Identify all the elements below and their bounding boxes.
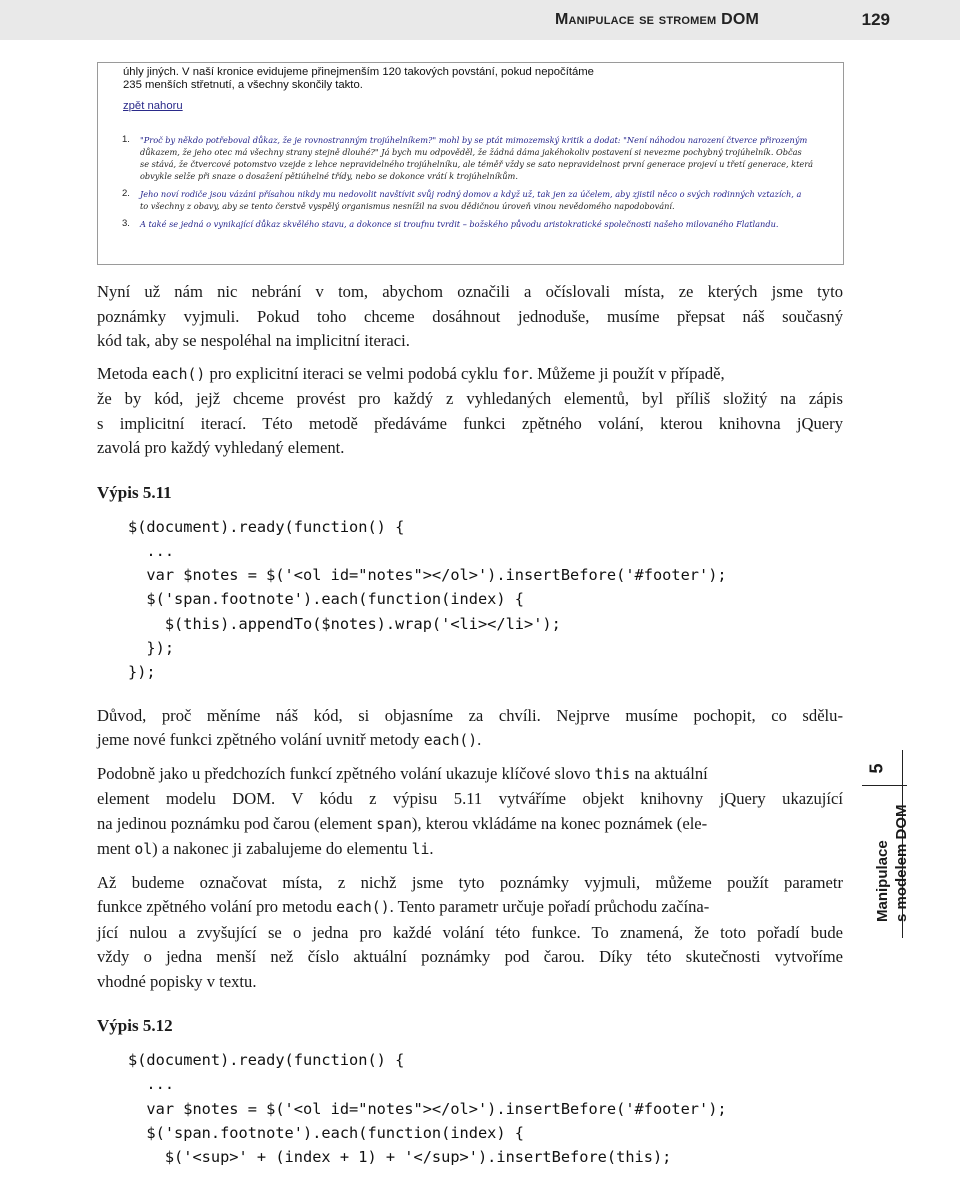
text-run: Podobně jako u předchozích funkcí zpětného volání ukazuje klíčové slovo — [97, 763, 595, 783]
side-tab-divider — [862, 785, 907, 786]
inline-code: li — [411, 841, 430, 859]
inline-code: this — [594, 765, 631, 783]
paragraph — [97, 704, 843, 754]
paragraph — [97, 280, 843, 354]
text-run: . Můžeme ji použít v případě, — [528, 363, 725, 383]
paragraph — [97, 762, 843, 863]
chapter-number: 5 — [866, 763, 887, 774]
text-line — [97, 362, 843, 388]
text-run: . Tento parametr určuje pořadí průchodu začína- — [389, 897, 710, 917]
text-line: jící nulou a zvyšující se o jedna pro každé volání této funkce. To znamená, že toto pořadí bude — [97, 922, 843, 942]
running-header-title: Manipulace se stromem DOM — [554, 11, 759, 28]
text-run: pro explicitní iteraci se velmi podobá cyklu — [205, 363, 503, 383]
inline-code: each() — [336, 899, 390, 917]
text-line: zavolá pro každý vyhledaný element. — [97, 438, 345, 457]
text-run: jeme nové funkci zpětného volání uvnitř metody — [97, 730, 424, 750]
text-run: . — [477, 730, 482, 750]
footnote-line: se stává, že čtvercové potomstvo vzejde z lehce nepravidelného trojúhelníku, ale téměř vždy se sato nepravidelnost první generace projeví u třetí generace, která — [140, 159, 814, 169]
back-to-top-link[interactable]: zpět nahoru — [123, 100, 183, 112]
running-header — [0, 0, 960, 40]
footnote-number: 1. — [122, 134, 130, 145]
inline-code: each() — [151, 365, 206, 383]
inline-code: for — [502, 365, 529, 383]
text-line: poznámky vyjmuli. Pokud toho chceme dosáhnout jednoduše, musíme přepsat náš současný — [97, 306, 843, 326]
screenshot-footnote — [122, 134, 830, 182]
paragraph — [97, 362, 843, 461]
screenshot-text-top — [123, 66, 823, 92]
inline-code: span — [376, 815, 412, 833]
text-line — [97, 728, 843, 754]
inline-code: each() — [423, 732, 478, 750]
text-line — [97, 762, 843, 788]
text-line — [97, 812, 843, 838]
footnote-line: důkazem, že jeho otec má všechny strany stejně dlouhé?" Já bych mu odpověděl, že žádná dáma jakéhokoliv postavení si nevezme pochybný trojúhelník. Občas — [140, 147, 802, 157]
chapter-side-label-line: s modelem DOM — [893, 804, 910, 922]
footnote-line: obvykle selže při snaze o dosažení pětiúhelné třídy, nebo se dokonce vrátí k trojúhelníkům. — [140, 171, 518, 181]
footnote-line: A také se jedná o vynikající důkaz skvělého stavu, a dokonce si troufnu tvrdit – božského původu aristokratické společnosti našeho milovaného Flatlandu. — [140, 219, 779, 229]
text-line: vždy o jedna menší než číslo aktuální poznámky pod čarou. Díky této skutečnosti vytvoříme — [97, 947, 843, 967]
text-run: ), kterou vkládáme na konec poznámek (ele- — [411, 813, 708, 833]
paragraph — [97, 871, 843, 995]
text-run: na jedinou poznámku pod čarou (element — [97, 813, 377, 833]
screenshot-text-line: úhly jiných. V naší kronice evidujeme přinejmenším 120 takových povstání, pokud nepočítáme — [123, 66, 594, 78]
screenshot-footnote-list — [122, 134, 830, 236]
text-line: kód tak, aby se nespoléhal na implicitní iteraci. — [97, 331, 410, 350]
inline-code: ol — [134, 841, 153, 859]
text-line: s implicitní iterací. Této metodě předáváme funkci zpětného volání, kterou knihovna jQuery — [97, 413, 843, 433]
page-number: 129 — [861, 10, 890, 29]
text-run: ment — [97, 839, 135, 859]
text-line — [97, 837, 843, 863]
screenshot-footnote — [122, 188, 830, 212]
listing-title: Výpis 5.11 — [97, 482, 172, 502]
text-line — [97, 895, 843, 921]
footnote-line: Jeho noví rodiče jsou vázáni přísahou nikdy mu nedovolit navštívit svůj rodný domov a když už, tak jen za účelem, aby zjistil něco o svých rodinných vztazích, a — [140, 189, 802, 199]
text-line: že by kód, jejž chceme provést pro každý z vyhledaných elementů, byl příliš složitý na zápis — [97, 389, 843, 408]
chapter-side-label-line: Manipulace — [874, 840, 891, 922]
footnote-line: "Proč by někdo potřeboval důkaz, že je rovnostranným trojúhelníkem?" mohl by se ptát mimozemský kritik a dodat: "Není náhodou narození čtverce přirozeným — [140, 135, 808, 145]
text-run: . — [429, 839, 434, 859]
listing-title: Výpis 5.12 — [97, 1016, 173, 1036]
text-run: ) a nakonec ji zabalujeme do elementu — [152, 839, 412, 859]
footnote-line: to všechny z obavy, aby se tento čerstvě vyspělý organismus nesnížil na svou dědičnou úroveň vinou nevědomého napodobování. — [140, 201, 675, 211]
footnote-number: 2. — [122, 188, 130, 199]
screenshot-text-line: 235 menších střetnutí, a všechny skončily takto. — [123, 79, 363, 91]
text-line: Až budeme označovat místa, z nichž jsme tyto poznámky vyjmuli, můžeme použít parametr — [97, 872, 843, 892]
chapter-side-label — [873, 802, 917, 922]
text-line: Důvod, proč měníme náš kód, si objasníme za chvíli. Nejprve musíme pochopit, co sdělu- — [97, 705, 843, 725]
text-run: funkce zpětného volání pro metodu — [97, 897, 337, 917]
text-line: Nyní už nám nic nebrání v tom, abychom označili a očíslovali místa, ze kterých jsme tyto — [97, 282, 843, 301]
code-listing: $(document).ready(function() { ... var $notes = $('<ol id="notes"></ol>').insertBefore('#footer'); $('span.footnote').each(function(index) { $('<sup>' + (index + 1) + '</sup>').insertBefore(this); — [128, 1051, 727, 1167]
text-line: vhodné popisky v textu. — [97, 971, 257, 991]
browser-screenshot-figure — [97, 62, 844, 265]
text-line: element modelu DOM. V kódu z výpisu 5.11 vytváříme objekt knihovny jQuery ukazující — [97, 789, 843, 809]
footnote-number: 3. — [122, 218, 130, 229]
text-run: na aktuální — [630, 763, 708, 783]
page-body — [97, 280, 843, 1189]
text-run: Metoda — [97, 363, 152, 383]
code-listing: $(document).ready(function() { ... var $notes = $('<ol id="notes"></ol>').insertBefore('#footer'); $('span.footnote').each(function(index) { $(this).appendTo($notes).wrap('<li></li>'); }); }); — [128, 517, 727, 682]
screenshot-footnote — [122, 218, 830, 230]
